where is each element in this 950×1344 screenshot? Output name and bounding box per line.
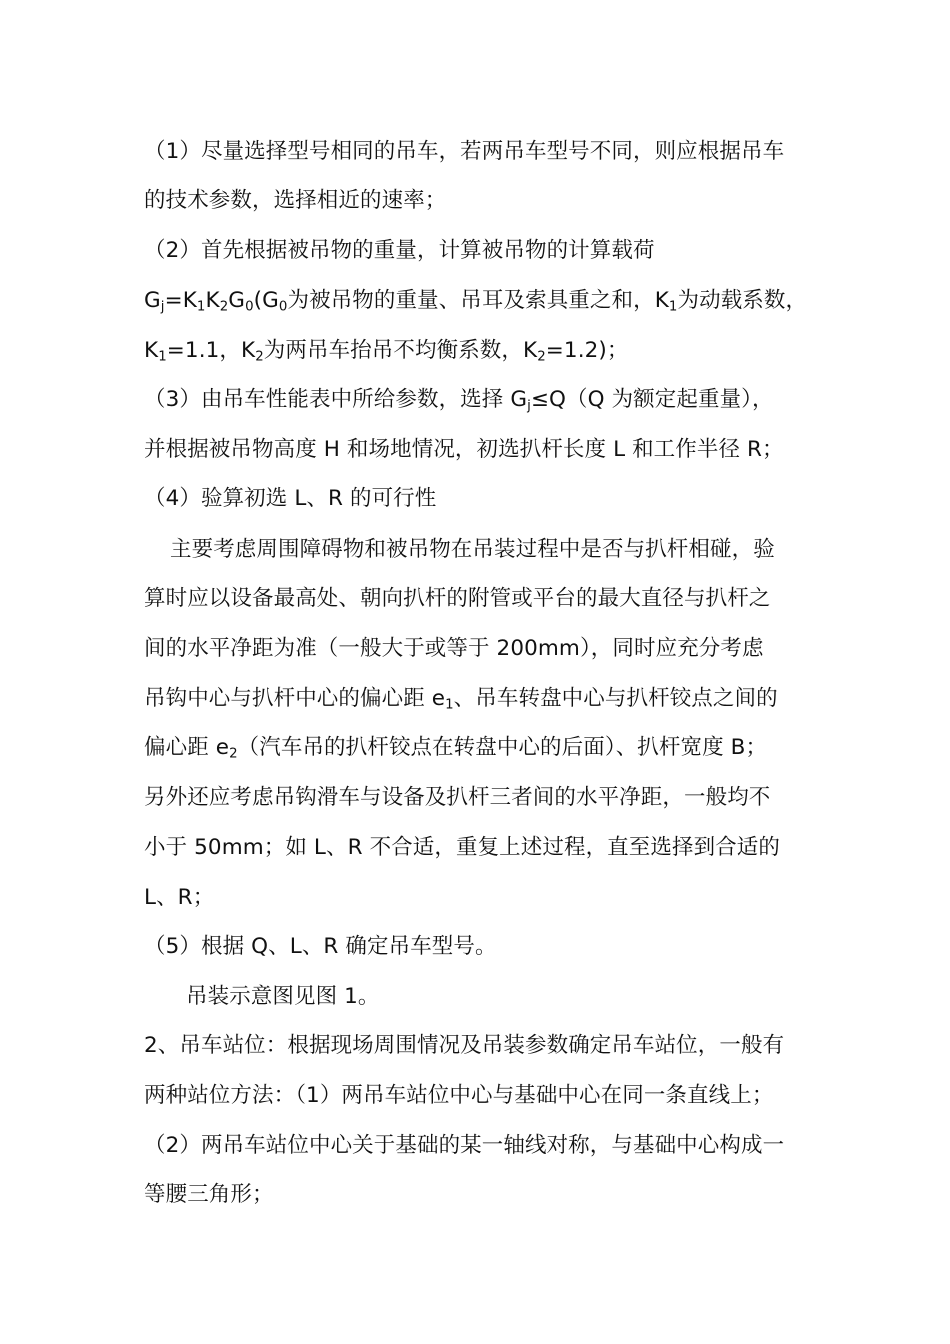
formula-line [144, 336, 629, 366]
subscript: 2 [229, 746, 238, 762]
text-line [144, 733, 767, 763]
text-line [144, 385, 774, 415]
text: （3）由吊车性能表中所给参数，选择 G [144, 387, 528, 412]
subscript: 0 [245, 299, 254, 315]
subscript: 1 [196, 299, 206, 315]
text-line: 间的水平净距为准（一般大于或等于 200mm），同时应充分考虑 [144, 636, 764, 661]
text-line: 的技术参数，选择相近的速率； [144, 188, 447, 213]
text: (G [253, 288, 279, 313]
text-line: 等腰三角形； [144, 1182, 274, 1207]
text: ≤Q（Q 为额定起重量）， [530, 387, 774, 412]
subscript: 2 [219, 299, 229, 315]
text: 偏心距 e [144, 735, 230, 760]
text-line: （2）两吊车站位中心关于基础的某一轴线对称，与基础中心构成一 [144, 1133, 785, 1158]
text: =1.2)； [545, 338, 629, 363]
subscript: 2 [537, 349, 546, 365]
text-line: 算时应以设备最高处、朝向扒杆的附管或平台的最大直径与扒杆之 [144, 586, 771, 611]
text-line: 主要考虑周围障碍物和被吊物在吊装过程中是否与扒杆相碰，验 [170, 537, 775, 562]
text: G [144, 288, 161, 313]
text: =K [164, 288, 197, 313]
text-line: 小于 50mm；如 L、R 不合适，重复上述过程，直至选择到合适的 [144, 835, 780, 860]
text: （汽车吊的扒杆铰点在转盘中心的后面）、扒杆宽度 B； [237, 735, 768, 760]
text-line: 两种站位方法：（1）两吊车站位中心与基础中心在同一条直线上； [144, 1083, 774, 1108]
text-line: 并根据被吊物高度 H 和场地情况，初选扒杆长度 L 和工作半径 R； [144, 437, 784, 462]
subscript: 1 [158, 349, 167, 365]
subscript: j [527, 398, 531, 414]
text: K [205, 288, 220, 313]
text-line: （2）首先根据被吊物的重量，计算被吊物的计算载荷 [144, 238, 655, 263]
text-line [144, 684, 778, 714]
formula-line [144, 286, 807, 316]
text: G [228, 288, 246, 313]
text-line: （4）验算初选 L、R 的可行性 [144, 486, 437, 511]
text-line: 2、吊车站位：根据现场周围情况及吊装参数确定吊车站位，一般有 [144, 1033, 785, 1058]
subscript: 1 [445, 697, 454, 713]
text-line: （5）根据 Q、L、R 确定吊车型号。 [144, 934, 497, 959]
text: =1.1，K [166, 338, 256, 363]
subscript: 0 [278, 299, 288, 315]
text: 吊钩中心与扒杆中心的偏心距 e [144, 686, 446, 711]
text-line: 另外还应考虑吊钩滑车与设备及扒杆三者间的水平净距，一般均不 [144, 785, 771, 810]
subscript: 2 [255, 349, 264, 365]
text: K [144, 338, 159, 363]
text: 为两吊车抬吊不均衡系数，K [263, 338, 538, 363]
text: 为动载系数， [677, 288, 808, 313]
text-line: （1）尽量选择型号相同的吊车，若两吊车型号不同，则应根据吊车 [144, 139, 785, 164]
text-line: L、R； [144, 885, 215, 910]
text: 、吊车转盘中心与扒杆铰点之间的 [453, 686, 778, 711]
text-line: 吊装示意图见图 1。 [186, 984, 380, 1009]
text: 为被吊物的重量、吊耳及索具重之和，K [287, 288, 669, 313]
subscript: j [160, 299, 165, 315]
subscript: 1 [668, 299, 678, 315]
